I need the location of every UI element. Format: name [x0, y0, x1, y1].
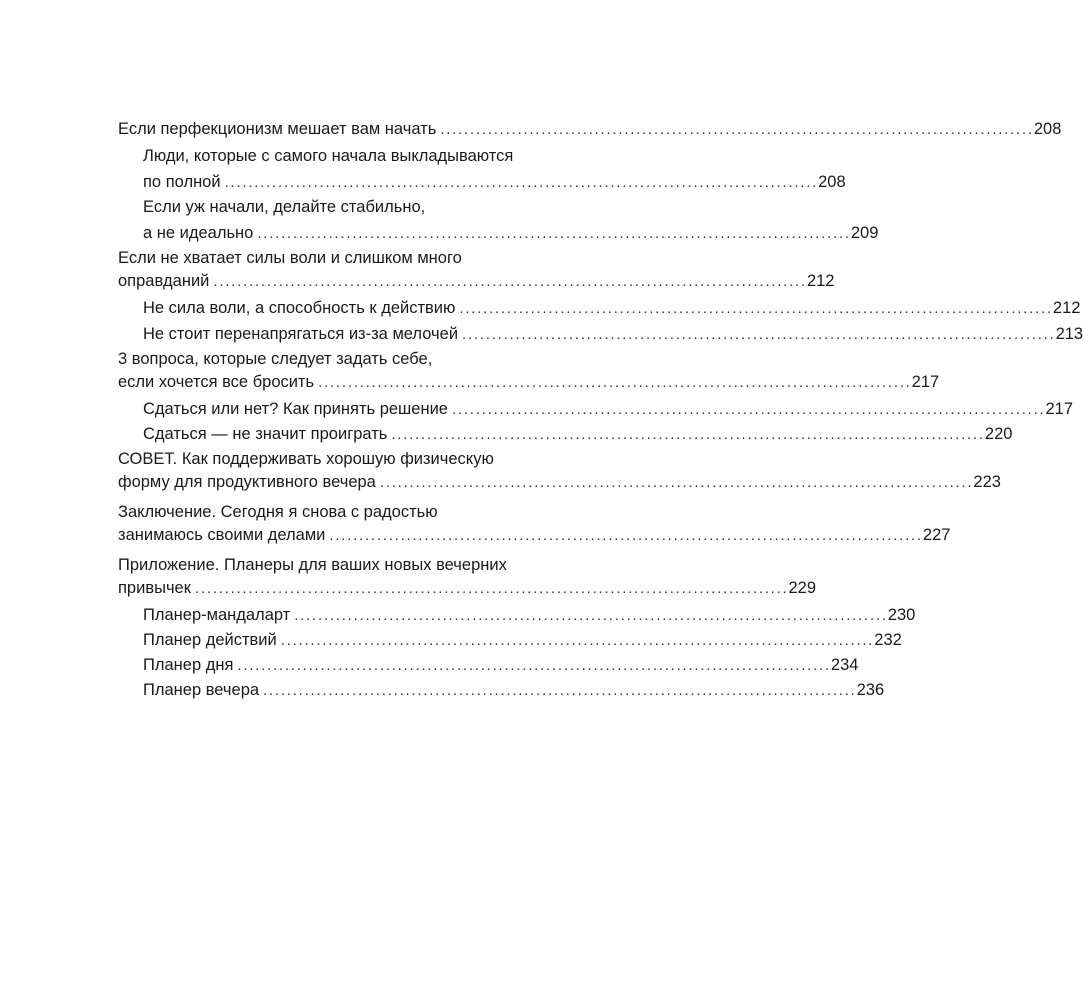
toc-entry-page: 212: [806, 272, 835, 290]
toc-entry-title-line1: СОВЕТ. Как поддерживать хорошую физическую: [118, 450, 494, 468]
toc-entry-page: 213: [1055, 325, 1083, 343]
toc-entry-line1: [118, 553, 568, 577]
toc-entry-line1: [118, 447, 568, 471]
toc-entry-page: 208: [1033, 120, 1062, 138]
toc-entry: [118, 117, 1062, 141]
toc-entry-title-line1: Если не хватает силы воли и слишком много: [118, 249, 462, 267]
toc-entry-line1: [143, 144, 568, 168]
leader-dots: [213, 270, 804, 294]
toc-entry-title: Сдаться или нет? Как принять решение: [143, 400, 448, 418]
toc-entry-page: 209: [850, 224, 879, 242]
toc-entry-page: 212: [1052, 299, 1081, 317]
toc-entry: [143, 678, 885, 702]
toc-entry: [118, 523, 951, 547]
toc-entry: [143, 603, 916, 627]
toc-entry-page: 236: [856, 681, 885, 699]
toc-entry-line1: [118, 246, 568, 270]
toc-entry-title: форму для продуктивного вечера: [118, 473, 376, 491]
toc-entry-title-line1: 3 вопроса, которые следует задать себе,: [118, 350, 433, 368]
toc-entry: [143, 296, 1081, 320]
toc-entry-page: 208: [818, 173, 846, 191]
toc-entry: [118, 470, 1001, 494]
toc-entry-title: а не идеально: [143, 224, 254, 242]
leader-dots: [318, 371, 909, 395]
leader-dots: [263, 679, 854, 703]
toc-entry-title-line1: Если уж начали, делайте стабильно,: [143, 198, 426, 216]
toc-entry-title: Не стоит перенапрягаться из-за мелочей: [143, 325, 459, 343]
toc-entry: [118, 370, 940, 394]
toc-entry-title: Планер дня: [143, 656, 234, 674]
toc-entry-title: Планер вечера: [143, 681, 260, 699]
toc-entry-title-line1: Заключение. Сегодня я снова с радостью: [118, 503, 438, 521]
leader-dots: [195, 577, 786, 601]
toc-entry-title: Не сила воли, а способность к действию: [143, 299, 456, 317]
leader-dots: [380, 471, 971, 495]
leader-dots: [459, 297, 1050, 321]
toc-entry: [118, 576, 817, 600]
toc-entry-line1: [143, 195, 568, 219]
toc-entry: [143, 221, 879, 245]
toc-entry: [143, 170, 846, 194]
toc-entry: [143, 397, 1074, 421]
leader-dots: [257, 222, 848, 246]
toc-entry-line1: [118, 500, 568, 524]
toc-entry-line1: [118, 347, 568, 371]
toc-entry-page: 223: [973, 473, 1001, 491]
leader-dots: [452, 398, 1043, 422]
toc-entry-title-line1: Приложение. Планеры для ваших новых вечерних: [118, 556, 507, 574]
toc-entry-page: 227: [922, 526, 951, 544]
leader-dots: [237, 654, 828, 678]
toc-entry-title: Планер-мандаларт: [143, 606, 291, 624]
leader-dots: [294, 604, 885, 628]
leader-dots: [225, 171, 816, 195]
toc-entry-page: 217: [911, 373, 940, 391]
toc-entry-title: Сдаться — не значит проиграть: [143, 425, 388, 443]
toc-entry-page: 229: [788, 579, 817, 597]
toc-entry-title: Планер действий: [143, 631, 277, 649]
toc-entry-title: по полной: [143, 173, 221, 191]
leader-dots: [329, 524, 920, 548]
leader-dots: [391, 423, 982, 447]
toc-entry: [118, 269, 835, 293]
toc-entry: [143, 422, 1013, 446]
toc-entry-title: Если перфекционизм мешает вам начать: [118, 120, 437, 138]
toc-entry-title: оправданий: [118, 272, 210, 290]
toc-entry-title: занимаюсь своими делами: [118, 526, 326, 544]
leader-dots: [281, 629, 872, 653]
toc-entry: [143, 628, 902, 652]
leader-dots: [462, 323, 1053, 347]
toc-entry-page: 220: [984, 425, 1013, 443]
toc-entry-title: если хочется все бросить: [118, 373, 315, 391]
toc-entry-page: 217: [1045, 400, 1074, 418]
toc-entry-title-line1: Люди, которые с самого начала выкладываются: [143, 147, 514, 165]
toc-entry: [143, 322, 1083, 346]
leader-dots: [440, 118, 1031, 142]
toc-entry: [143, 653, 859, 677]
toc-entry-title: привычек: [118, 579, 191, 597]
toc-entry-page: 232: [874, 631, 902, 649]
toc-entry-page: 234: [830, 656, 859, 674]
toc-entry-page: 230: [887, 606, 916, 624]
